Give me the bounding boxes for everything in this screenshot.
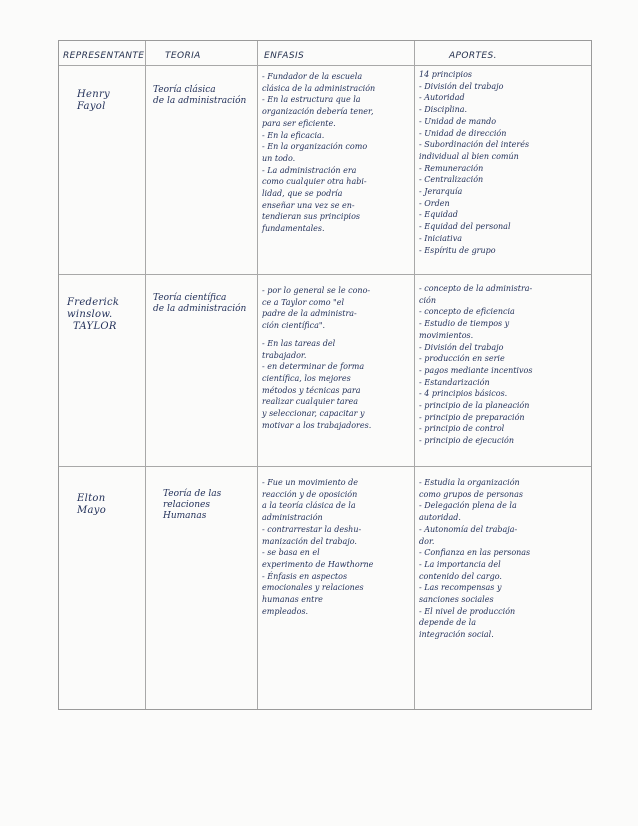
emphasis-line: - La administración era (262, 165, 357, 175)
header-teoria: TEORIA (165, 51, 201, 61)
emphasis-line: tendieran sus principios (262, 212, 361, 222)
contribution-line: - Remuneración (419, 163, 484, 173)
emphasis-line: empleados. (262, 606, 309, 616)
contribution-line: - producción en serie (419, 354, 505, 364)
contribution-line: - principio de ejecución (419, 436, 514, 446)
emphasis-line: ción científica". (262, 321, 326, 331)
emphasis-line: a la teoría clásica de la (262, 501, 356, 511)
header-representante: REPRESENTANTE (63, 51, 145, 61)
name-line: Fayol (77, 101, 106, 112)
contribution-line: como grupos de personas (419, 489, 523, 499)
contribution-line: - principio de la planeación (419, 401, 530, 411)
emphasis-line: - En la estructura que la (262, 95, 361, 105)
theory-line: Teoría de las (163, 489, 222, 499)
emphasis-line: administración (262, 513, 323, 523)
theory-name (153, 85, 246, 107)
row-divider (59, 466, 591, 467)
contribution-line: - Autoridad (419, 93, 465, 103)
contribution-line: - Disciplina. (419, 105, 468, 115)
contribution-line: sanciones sociales (419, 595, 494, 605)
emphasis-line: trabajador. (262, 350, 307, 360)
representative-name (77, 89, 110, 113)
contribution-line: - principio de control (419, 424, 505, 434)
contribution-line: - Delegación plena de la (419, 501, 517, 511)
contribution-line: - El nivel de producción (419, 606, 516, 616)
emphasis-line: manización del trabajo. (262, 536, 357, 546)
emphasis-line: - se basa en el (262, 548, 320, 558)
emphasis-line: realizar cualquier tarea (262, 397, 359, 407)
contribution-line: - Centralización (419, 175, 484, 185)
emphasis-line: - Fue un movimiento de (262, 478, 359, 487)
emphasis-line: - Fundador de la escuela (262, 72, 363, 81)
contribution-line: ción (419, 295, 437, 305)
emphasis-text (262, 71, 375, 235)
name-line: winslow. (67, 309, 113, 320)
contribution-line: - Estudia la organización (419, 478, 520, 487)
emphasis-line: - en determinar de forma (262, 362, 365, 372)
emphasis-text (262, 477, 373, 617)
contribution-line: - concepto de eficiencia (419, 307, 515, 317)
theory-line: de la administración (153, 304, 247, 314)
contribution-line: - Subordinación del interés (419, 140, 530, 150)
column-divider (257, 41, 258, 709)
contribution-line: - Estudio de tiempos y (419, 319, 510, 329)
row-divider (59, 65, 591, 66)
contribution-line: - concepto de la administra- (419, 284, 533, 293)
emphasis-line: - En las tareas del (262, 338, 336, 348)
contribution-line: - pagos mediante incentivos (419, 365, 533, 375)
contribution-line: autoridad. (419, 513, 461, 523)
emphasis-line: - En la organización como (262, 142, 368, 152)
representative-name (77, 493, 106, 517)
emphasis-line: y seleccionar, capacitar y (262, 409, 365, 419)
name-line: Elton (77, 493, 106, 504)
emphasis-line: motivar a los trabajadores. (262, 420, 372, 430)
emphasis-line: clásica de la administración (262, 83, 376, 93)
name-line: Henry (77, 89, 111, 100)
emphasis-line: como cualquier otra habi- (262, 177, 367, 187)
theory-line: de la administración (153, 96, 247, 106)
contributions-text (419, 283, 532, 447)
emphasis-line: científica, los mejores (262, 373, 351, 383)
comparison-table (58, 40, 592, 710)
emphasis-line: organización debería tener, (262, 107, 374, 117)
contribution-line: - Las recompensas y (419, 583, 502, 593)
emphasis-line: un todo. (262, 153, 296, 163)
contribution-line: 14 principios (419, 70, 473, 79)
contribution-line: - División del trabajo (419, 81, 504, 91)
name-line: TAYLOR (73, 321, 117, 332)
contribution-line: - Estandarización (419, 377, 490, 387)
emphasis-line: - Énfasis en aspectos (262, 571, 348, 581)
contribution-line: movimientos. (419, 330, 474, 340)
contributions-text (419, 69, 529, 256)
contribution-line: - Jerarquía (419, 187, 463, 197)
contribution-line: - División del trabajo (419, 342, 504, 352)
header-aportes: APORTES. (449, 51, 497, 61)
contribution-line: - Unidad de mando (419, 116, 497, 126)
contribution-line: - La importancia del (419, 559, 501, 569)
emphasis-line: - por lo general se le cono- (262, 286, 371, 295)
contribution-line: individual al bien común (419, 151, 519, 161)
contribution-line: - Equidad del personal (419, 222, 511, 232)
representative-name (67, 297, 119, 333)
emphasis-line: experimento de Hawthorne (262, 559, 374, 569)
emphasis-line: enseñar una vez se en- (262, 200, 355, 210)
emphasis-line: fundamentales. (262, 224, 325, 234)
column-divider (145, 41, 146, 709)
emphasis-line: lidad, que se podría (262, 189, 343, 199)
emphasis-line: reacción y de oposición (262, 489, 358, 499)
emphasis-line: ce a Taylor como "el (262, 297, 345, 307)
contribution-line: - Iniciativa (419, 233, 462, 243)
contribution-line: contenido del cargo. (419, 571, 502, 581)
emphasis-line: - contrarrestar la deshu- (262, 524, 362, 534)
header-enfasis: ENFASIS (264, 51, 305, 61)
contribution-line: - 4 principios básicos. (419, 389, 508, 399)
emphasis-line: para ser eficiente. (262, 118, 336, 128)
name-line: Mayo (77, 505, 107, 516)
contribution-line: - Equidad (419, 210, 458, 220)
contribution-line: dor. (419, 536, 435, 546)
theory-name (163, 489, 221, 522)
contribution-line: depende de la (419, 618, 476, 628)
contribution-line: - Unidad de dirección (419, 128, 507, 138)
contributions-text (419, 477, 530, 641)
theory-line: relaciones (163, 500, 210, 510)
column-divider (414, 41, 415, 709)
theory-line: Humanas (163, 511, 207, 521)
contribution-line: - Espíritu de grupo (419, 245, 496, 255)
contribution-line: - Confianza en las personas (419, 548, 531, 558)
emphasis-text (262, 285, 371, 431)
theory-line: Teoría clásica (153, 85, 216, 95)
contribution-line: - principio de preparación (419, 412, 525, 422)
emphasis-line: humanas entre (262, 595, 323, 605)
emphasis-line: métodos y técnicas para (262, 385, 361, 395)
name-line: Frederick (67, 297, 120, 308)
emphasis-line: emocionales y relaciones (262, 583, 364, 593)
theory-name (153, 293, 246, 315)
emphasis-line: padre de la administra- (262, 309, 357, 319)
contribution-line: - Orden (419, 198, 450, 208)
theory-line: Teoría científica (153, 293, 227, 303)
contribution-line: - Autonomía del trabaja- (419, 524, 518, 534)
emphasis-line: - En la eficacia. (262, 130, 325, 140)
row-divider (59, 274, 591, 275)
contribution-line: integración social. (419, 630, 494, 640)
